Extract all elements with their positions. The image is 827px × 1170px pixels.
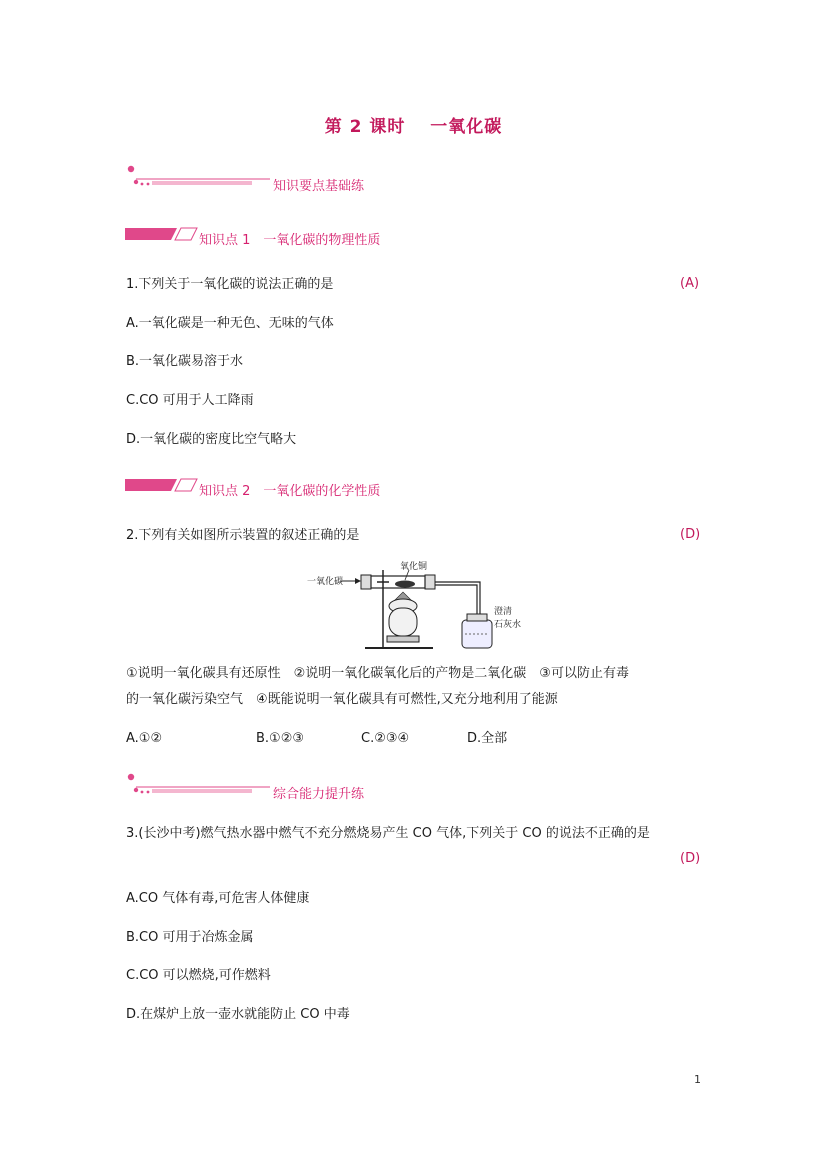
question-3-stem: 3.(长沙中考)燃气热水器中燃气不充分燃烧易产生 CO 气体,下列关于 CO 的说法不正确的是	[126, 826, 650, 841]
question-3-option-a: A.CO 气体有毒,可危害人体健康	[126, 891, 310, 906]
question-1-option-d: D.一氧化碳的密度比空气略大	[126, 432, 297, 447]
question-1-stem: 1.下列关于一氧化碳的说法正确的是	[126, 277, 334, 292]
figure-label-limewater-2: 石灰水	[494, 620, 522, 630]
question-2-answer: (D)	[680, 527, 701, 542]
section-decoration	[122, 770, 272, 800]
question-3-answer: (D)	[680, 851, 701, 866]
question-3-option-b: B.CO 可用于冶炼金属	[126, 930, 254, 945]
figure-label-oxide: 氧化铜	[400, 562, 428, 572]
question-2-description-line-1: ①说明一氧化碳具有还原性 ②说明一氧化碳氧化后的产物是二氧化碳 ③可以防止有毒	[126, 666, 629, 681]
question-2-description-line-2: 的一氧化碳污染空气 ④既能说明一氧化碳具有可燃性,又充分地利用了能源	[126, 692, 558, 707]
knowledge-point-bar	[125, 477, 199, 493]
knowledge-point-2: 知识点 2 一氧化碳的化学性质	[199, 484, 381, 499]
page-number: 1	[694, 1073, 701, 1086]
section-decoration	[122, 162, 272, 192]
question-2-option-a: A.①②	[126, 731, 163, 746]
co-reduction-apparatus-figure	[305, 558, 535, 656]
figure-label-inlet: 一氧化碳	[307, 577, 344, 587]
question-1-option-b: B.一氧化碳易溶于水	[126, 354, 244, 369]
question-2-option-b: B.①②③	[256, 731, 305, 746]
question-1-option-a: A.一氧化碳是一种无色、无味的气体	[126, 316, 334, 331]
knowledge-point-bar	[125, 226, 199, 242]
question-2-option-d: D.全部	[467, 731, 508, 746]
section-title-advanced: 综合能力提升练	[273, 787, 365, 802]
question-2-stem: 2.下列有关如图所示装置的叙述正确的是	[126, 528, 360, 543]
page-title: 第 2 课时 一氧化碳	[324, 117, 503, 137]
figure-label-limewater-1: 澄清	[494, 607, 513, 617]
knowledge-point-1: 知识点 1 一氧化碳的物理性质	[199, 233, 381, 248]
question-1-answer: (A)	[680, 276, 700, 291]
section-title-basic: 知识要点基础练	[273, 179, 365, 194]
question-2-option-c: C.②③④	[361, 731, 410, 746]
question-3-option-c: C.CO 可以燃烧,可作燃料	[126, 968, 271, 983]
question-1-option-c: C.CO 可用于人工降雨	[126, 393, 254, 408]
question-3-option-d: D.在煤炉上放一壶水就能防止 CO 中毒	[126, 1007, 350, 1022]
